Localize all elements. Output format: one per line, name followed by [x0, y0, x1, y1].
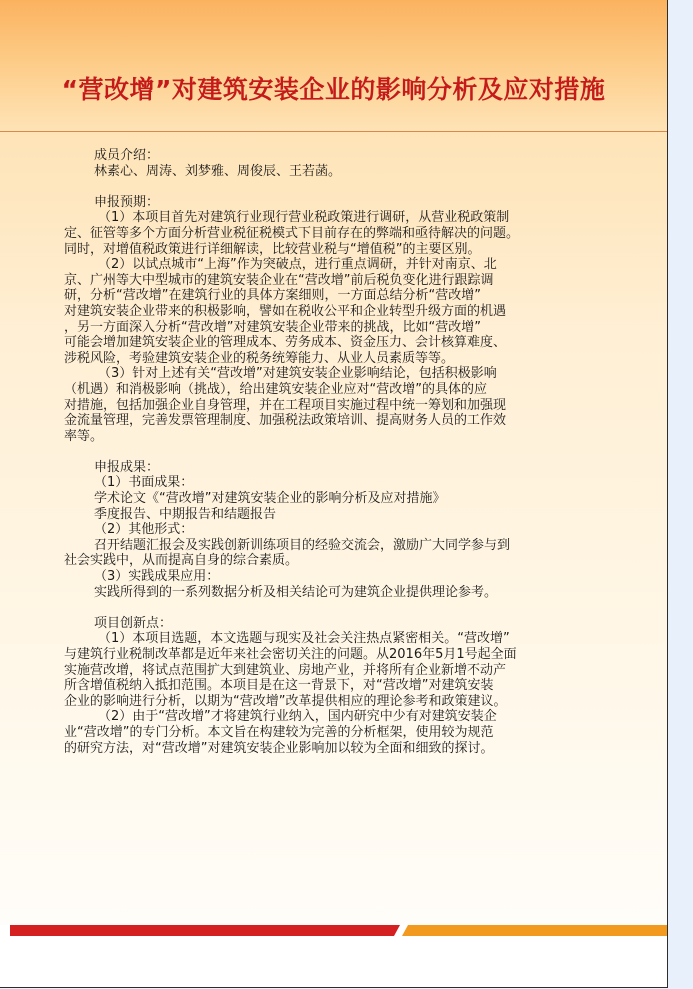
results-written-label: （1）书面成果：: [94, 475, 194, 491]
footer-stripe: [0, 925, 667, 936]
expected-paragraph-3: [64, 366, 604, 444]
text-line: 对措施，包括加强企业自身管理，并在工程项目实施过程中统一筹划和加强现: [64, 397, 507, 413]
members-names: 林素心、周涛、刘梦雅、周俊辰、王若菡。: [94, 163, 342, 179]
innovation-paragraph-2: [64, 709, 604, 756]
innovation-paragraph-1: [64, 631, 604, 709]
text-line: 可能会增加建筑安装企业的管理成本、劳务成本、资金压力、会计核算难度、: [64, 335, 507, 351]
results-practice-text: 实践所得到的一系列数据分析及相关结论可为建筑企业提供理论参考。: [94, 584, 498, 600]
text-line: （1）本项目选题，本文选题与现实及社会关注热点紧密相关。“营改增”: [98, 631, 510, 647]
expected-heading: 申报预期：: [94, 194, 160, 210]
text-line: 实施营改增，将试点范围扩大到建筑业、房地产业，并将所有企业新增不动产: [64, 662, 507, 678]
text-line: （1）本项目首先对建筑行业现行营业税政策进行调研，从营业税政策制: [98, 210, 510, 226]
results-heading: 申报成果：: [94, 459, 160, 475]
poster-body: [64, 148, 604, 756]
results-other-label: （2）其他形式：: [94, 522, 194, 538]
poster-title: “营改增”对建筑安装企业的影响分析及应对措施: [61, 75, 606, 104]
results-reports: 季度报告、中期报告和结题报告: [94, 506, 277, 522]
text-line: 同时，对增值税政策进行详细解读，比较营业税与“增值税”的主要区别。: [64, 241, 481, 257]
members-heading: 成员介绍：: [94, 148, 160, 163]
text-line: ，另一方面深入分析“营改增”对建筑安装企业带来的挑战，比如“营改增”: [64, 319, 481, 335]
results-practice-label: （3）实践成果应用：: [94, 569, 220, 585]
text-line: 业“营改增”的专门分析。本文旨在构建较为完善的分析框架，使用较为规范: [64, 724, 494, 740]
text-line: 京、广州等大中型城市的建筑安装企业在“营改增”前后税负变化进行跟踪调: [64, 272, 494, 288]
text-line: 召开结题汇报会及实践创新训练项目的经验交流会，激励广大同学参与到: [94, 537, 511, 553]
text-line: 率等。: [64, 428, 104, 444]
text-line: 对建筑安装企业带来的积极影响，譬如在税收公平和企业转型升级方面的机遇: [64, 303, 507, 319]
text-line: 金流量管理，完善发票管理制度、加强税法政策培训、提高财务人员的工作效: [64, 413, 507, 429]
results-paper: 学术论文《“营改增”对建筑安装企业的影响分析及应对措施》: [94, 491, 446, 507]
text-line: （3）针对上述有关“营改增”对建筑安装企业影响结论，包括积极影响: [98, 366, 497, 382]
text-line: 定、征管等多个方面分析营业税征税模式下目前存在的弊端和亟待解决的问题。: [64, 225, 520, 241]
text-line: 涉税风险，考验建筑安装企业的税务统筹能力、从业人员素质等等。: [64, 350, 455, 366]
text-line: 与建筑行业税制改革都是近年来社会密切关注的问题。从2016年5月1号起全面: [64, 647, 517, 662]
text-line: 研，分析“营改增”在建筑行业的具体方案细则，一方面总结分析“营改增”: [64, 288, 481, 304]
text-line: （2）以试点城市“上海”作为突破点，进行重点调研，并针对南京、北: [98, 257, 497, 273]
text-line: 社会实践中，从而提高自身的综合素质。: [64, 553, 299, 569]
text-line: 企业的影响进行分析，以期为“营改增”改革提供相应的理论参考和政策建议。: [64, 693, 507, 709]
text-line: （2）由于“营改增”才将建筑行业纳入，国内研究中少有对建筑安装企: [98, 709, 497, 725]
expected-paragraph-1: [64, 210, 604, 257]
expected-paragraph-2: [64, 257, 604, 366]
title-band: [0, 0, 667, 132]
text-line: 所含增值税纳入抵扣范围。本项目是在这一背景下，对“营改增”对建筑安装: [64, 678, 494, 694]
footer-stripe-orange: [402, 925, 667, 936]
innovation-heading: 项目创新点：: [94, 615, 173, 631]
text-line: 的研究方法，对“营改增”对建筑安装企业影响加以较为全面和细致的探讨。: [64, 740, 494, 756]
text-line: （机遇）和消极影响（挑战），给出建筑安装企业应对“营改增”的具体的应: [64, 381, 487, 397]
footer-stripe-red: [10, 925, 400, 936]
